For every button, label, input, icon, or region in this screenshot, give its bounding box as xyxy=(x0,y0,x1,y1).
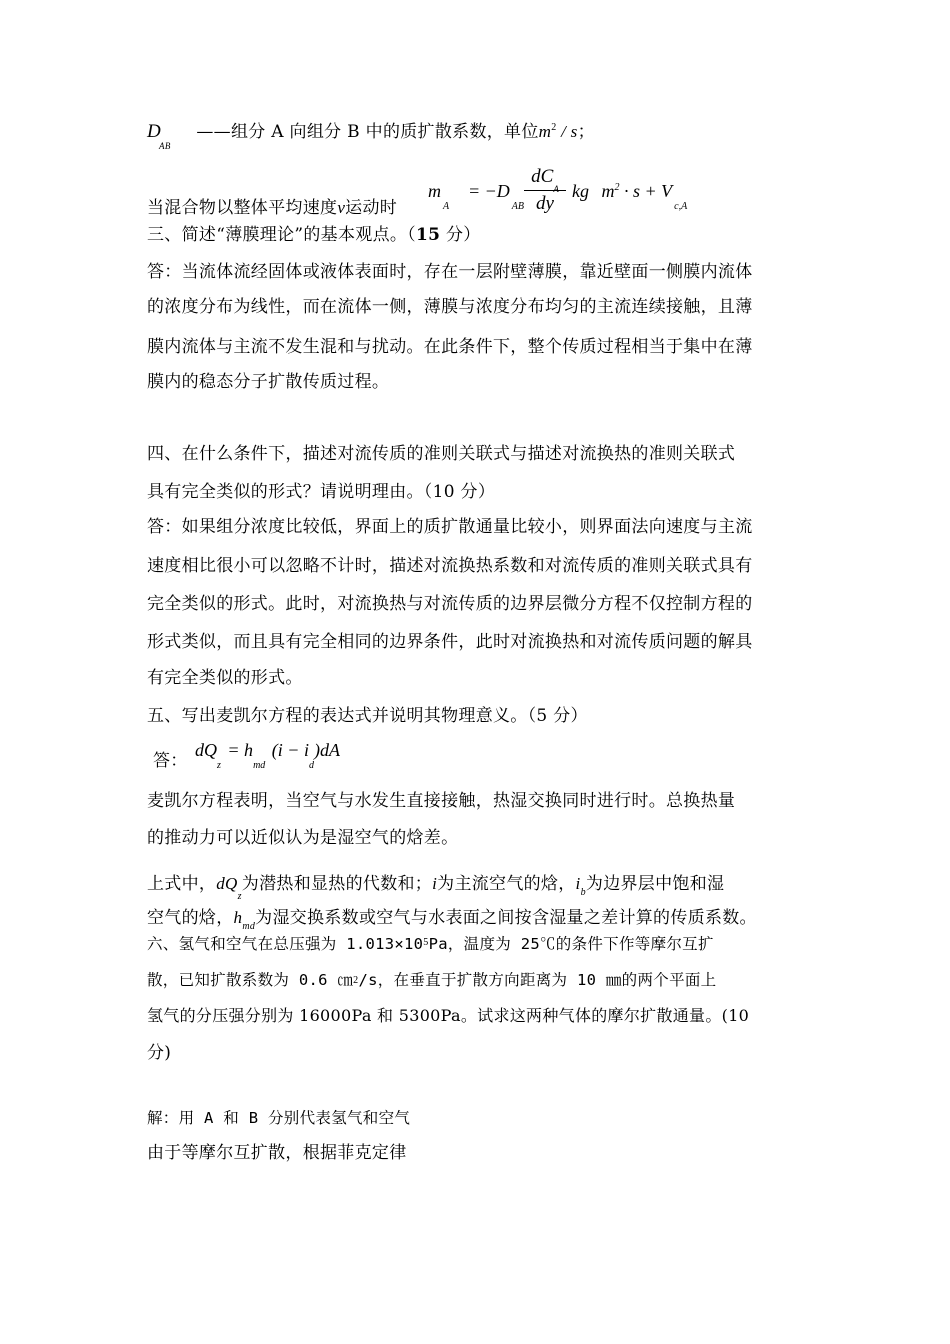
unit-m: m xyxy=(538,122,552,141)
numerator-sub: A xyxy=(553,184,559,194)
q5-explain-line: 的推动力可以近似认为是湿空气的焓差。 xyxy=(147,828,459,848)
formula-eq: = h xyxy=(227,740,254,760)
q4-line: 具有完全类似的形式？请说明理由。（10 分） xyxy=(147,482,496,502)
q5-where-line-1 xyxy=(147,874,725,902)
numerator: dC xyxy=(531,166,554,187)
intro-text: 当混合物以整体平均速度 xyxy=(147,198,338,218)
symbol-d: D xyxy=(147,121,162,142)
q6-line-4: 分) xyxy=(147,1043,172,1063)
where-dq: dQ xyxy=(216,874,238,893)
where-text-1: 为潜热和显热的代数和； xyxy=(241,874,433,894)
q3-answer-line: 膜内流体与主流不发生混和与扰动。在此条件下，整个传质过程相当于集中在薄 xyxy=(147,337,753,357)
q4-line: 速度相比很小可以忽略不计时，描述对流换热系数和对流传质的准则关联式具有 xyxy=(147,556,753,576)
q5-answer-label: 答： xyxy=(153,751,188,771)
q4-line: 完全类似的形式。此时，对流换热与对流传质的边界层微分方程不仅控制方程的 xyxy=(147,594,753,614)
formula-end: )dA xyxy=(313,740,340,760)
diffusion-coefficient-definition xyxy=(147,121,595,151)
mass-flux-lhs xyxy=(428,181,450,212)
q3-answer-line: 答：当流体流经固体或液体表面时，存在一层附壁薄膜，靠近壁面一侧膜内流体 xyxy=(147,262,753,282)
q3-answer-line: 的浓度分布为线性，而在流体一侧，薄膜与浓度分布均匀的主流连续接触，且薄 xyxy=(147,297,753,317)
q6-cm-exp: 2 xyxy=(353,975,359,986)
dq-subscript: z xyxy=(217,760,221,771)
q3-answer-line: 膜内的稳态分子扩散传质过程。 xyxy=(147,372,390,392)
q5-explain-line: 麦凯尔方程表明，当空气与水发生直接接触，热湿交换同时进行时。总换热量 xyxy=(147,791,736,811)
q6-line-2a: 散，已知扩散系数为 0.6 ㎝ xyxy=(147,971,354,989)
q6-solution-1: 解：用 A 和 B 分别代表氢气和空气 xyxy=(147,1109,411,1127)
kg-unit: kg xyxy=(572,181,589,201)
q5-where-line-2 xyxy=(147,908,757,931)
line-end: ； xyxy=(577,122,595,142)
dq-symbol: dQ xyxy=(195,740,217,760)
h-subscript: md xyxy=(253,760,266,771)
symbol-d-subscript: AB xyxy=(159,141,171,151)
formula-paren: (i − i xyxy=(271,740,309,760)
where-dq-sub: z xyxy=(237,891,242,902)
where-i: i xyxy=(432,874,438,893)
q6-line-2b: /s，在垂直于扩散方向距离为 10 ㎜的两个平面上 xyxy=(358,971,717,989)
q6-line-1a: 六、氢气和空气在总压强为 1.013×10 xyxy=(147,935,424,953)
where-h: h xyxy=(233,908,243,927)
q6-line-1b: Pa，温度为 25℃的条件下作等摩尔互扩 xyxy=(428,935,714,953)
q6-exp: 5 xyxy=(423,937,429,948)
q4-line: 答：如果组分浓度比较低，界面上的质扩散通量比较小，则界面法向速度与主流 xyxy=(147,517,753,537)
unit-rest: / s xyxy=(556,122,578,141)
q3-score: 15 xyxy=(415,225,441,245)
q3-title xyxy=(147,225,481,245)
where-text-2: 为主流空气的焓， xyxy=(437,874,576,894)
velocity-symbol: v xyxy=(337,198,346,217)
where-ib-sub: b xyxy=(580,887,586,898)
q3-title-end: 分） xyxy=(440,225,481,245)
where-text-3: 为边界层中饱和湿 xyxy=(585,874,725,894)
gradient-fraction xyxy=(524,166,566,215)
mass-flux-units xyxy=(572,181,688,212)
fraction-bar xyxy=(524,190,566,191)
q4-line: 有完全类似的形式。 xyxy=(147,668,303,688)
denominator: dy xyxy=(536,193,554,214)
where-prefix: 上式中， xyxy=(147,874,217,894)
eq-subscript: AB xyxy=(511,201,525,212)
q3-title-text: 三、简述“薄膜理论”的基本观点。（ xyxy=(147,225,416,245)
q6-line-3: 氢气的分压强分别为 16000Pa 和 5300Pa。试求这两种气体的摩尔扩散通量。(10 xyxy=(147,1006,750,1025)
where-h-sub: md xyxy=(242,921,256,932)
m2-unit: m xyxy=(601,181,615,201)
where-ib: i xyxy=(575,874,581,893)
where-text-4: 空气的焓， xyxy=(147,908,234,928)
q5-title: 五、写出麦凯尔方程的表达式并说明其物理意义。（5 分） xyxy=(147,706,588,726)
q6-solution-2: 由于等摩尔互扩散，根据菲克定律 xyxy=(147,1143,407,1163)
intro-text-2: 运动时 xyxy=(345,198,398,218)
m-subscript: A xyxy=(443,201,450,212)
q4-line: 形式类似，而且具有完全相同的边界条件，此时对流换热和对流传质问题的解具 xyxy=(147,632,753,652)
merkel-formula xyxy=(195,740,340,771)
unit-sup: 2 xyxy=(551,122,557,133)
definition-text: ——组分 A 向组分 B 中的质扩散系数，单位 xyxy=(196,122,539,142)
q6-line-1 xyxy=(147,934,714,957)
mass-flux-eq xyxy=(468,181,525,212)
q6-line-2 xyxy=(147,970,716,993)
mass-flux-intro xyxy=(147,198,397,218)
where-text-5: 为湿交换系数或空气与水表面之间按含湿量之差计算的传质系数。 xyxy=(255,908,757,928)
units-rest: · s + V xyxy=(619,181,673,201)
velocity-subscript: c,A xyxy=(674,201,688,212)
q4-line: 四、在什么条件下，描述对流传质的准则关联式与描述对流换热的准则关联式 xyxy=(147,444,736,464)
eq-sign: = −D xyxy=(468,181,510,201)
i-subscript: d xyxy=(308,760,314,771)
m2-sup: 2 xyxy=(614,182,620,193)
m-symbol: m xyxy=(428,181,441,201)
